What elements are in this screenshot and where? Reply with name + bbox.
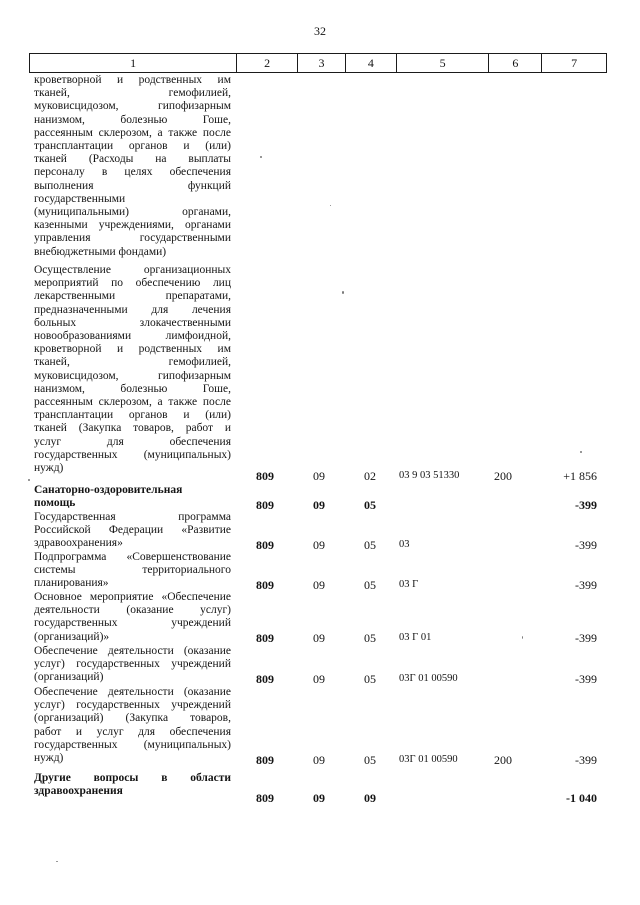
cell-code: 809: [256, 753, 274, 767]
scan-speck: [28, 479, 30, 481]
desc-line: Обеспечение деятельности (оказание: [34, 686, 231, 698]
scan-speck: [56, 861, 58, 862]
desc-line: Санаторно-оздоровительная: [34, 484, 183, 496]
row-description: [34, 772, 231, 798]
cell-amount: -399: [575, 538, 597, 552]
scan-speck: [330, 205, 331, 206]
desc-line: Обеспечение деятельности (оказание: [34, 645, 231, 657]
desc-line: муковисцидозом, гипофизарным: [34, 369, 231, 382]
desc-line: здравоохранения: [34, 785, 123, 798]
scan-speck: [580, 451, 582, 453]
row-description: [34, 511, 231, 551]
desc-line: трансплантации органов и (или): [34, 140, 231, 153]
row-description: [34, 74, 231, 259]
desc-line: трансплантации органов и (или): [34, 409, 231, 422]
header-col-5: 5: [396, 54, 489, 72]
desc-line: внебюджетными фондами): [34, 245, 167, 258]
desc-line: муковисцидозом, гипофизарным: [34, 100, 231, 113]
cell-amount: -399: [575, 753, 597, 767]
cell-code: 809: [256, 538, 274, 552]
cell-target-article: 03 Г: [399, 579, 419, 590]
desc-line: услуг для обеспечения: [34, 435, 231, 448]
header-col-2: 2: [236, 54, 297, 72]
cell-amount: -399: [575, 498, 597, 512]
table-header: [29, 53, 607, 73]
desc-line: управления государственными: [34, 232, 231, 245]
header-col-3: 3: [297, 54, 345, 72]
desc-line: Российской Федерации «Развитие: [34, 524, 231, 537]
cell-section: 09: [313, 469, 325, 483]
desc-line: (организаций): [34, 671, 104, 684]
desc-line: тканей (Закупка товаров, работ и: [34, 422, 231, 435]
desc-line: Осуществление организационных: [34, 264, 231, 276]
cell-code: 809: [256, 631, 274, 645]
header-col-4: 4: [345, 54, 396, 72]
cell-code: 809: [256, 791, 274, 805]
desc-line: нанизмом, болезнью Гоше,: [34, 382, 231, 395]
cell-amount: +1 856: [563, 469, 597, 483]
cell-code: 809: [256, 672, 274, 686]
desc-line: Подпрограмма «Совершенствование: [34, 551, 231, 563]
desc-line: Основное мероприятие «Обеспечение: [34, 591, 231, 603]
cell-subsection: 02: [364, 469, 376, 483]
cell-section: 09: [313, 538, 325, 552]
desc-line: тканей, гемофилией,: [34, 87, 231, 100]
cell-target-article: 03Г 01 00590: [399, 754, 458, 765]
desc-line: услуг) государственных учреждений: [34, 699, 231, 712]
row-description: [34, 686, 231, 765]
cell-subsection: 05: [364, 498, 376, 512]
desc-line: (организаций) (Закупка товаров,: [34, 712, 231, 725]
cell-code: 809: [256, 469, 274, 483]
desc-line: лекарственными препаратами,: [34, 290, 231, 303]
cell-amount: -399: [575, 631, 597, 645]
desc-line: системы территориального: [34, 564, 231, 577]
cell-target-article: 03Г 01 00590: [399, 673, 458, 684]
desc-line: персоналу в целях обеспечения: [34, 166, 231, 179]
desc-line: (муниципальными) органами,: [34, 206, 231, 219]
row-description: [34, 645, 231, 685]
desc-line: нужд): [34, 752, 64, 765]
cell-section: 09: [313, 753, 325, 767]
cell-section: 09: [313, 498, 325, 512]
header-col-1: 1: [130, 56, 137, 70]
cell-target-article: 03 Г 01: [399, 632, 432, 643]
desc-line: тканей, гемофилией,: [34, 356, 231, 369]
cell-subsection: 05: [364, 672, 376, 686]
row-description: [34, 591, 231, 644]
scan-speck: [260, 156, 262, 158]
desc-line: рассеянным склерозом, а также после: [34, 396, 231, 409]
cell-expense-type: 200: [494, 753, 512, 767]
cell-amount: -399: [575, 578, 597, 592]
desc-line: нанизмом, болезнью Гоше,: [34, 113, 231, 126]
row-description: [34, 551, 231, 591]
desc-line: государственных учреждений: [34, 617, 231, 630]
desc-line: кроветворной и родственных им: [34, 74, 231, 86]
cell-subsection: 05: [364, 578, 376, 592]
cell-code: 809: [256, 498, 274, 512]
desc-line: помощь: [34, 497, 76, 510]
cell-subsection: 09: [364, 791, 376, 805]
desc-line: услуг) государственных учреждений: [34, 658, 231, 671]
desc-line: выполнения функций: [34, 179, 231, 192]
desc-line: (организаций)»: [34, 630, 110, 643]
scan-speck: [342, 291, 344, 294]
desc-line: работ и услуг для обеспечения: [34, 725, 231, 738]
header-col-7: 7: [541, 54, 606, 72]
cell-amount: -399: [575, 672, 597, 686]
cell-target-article: 03 9 03 51330: [399, 470, 460, 481]
cell-expense-type: 200: [494, 469, 512, 483]
scan-speck: [522, 636, 523, 639]
cell-code: 809: [256, 578, 274, 592]
cell-section: 09: [313, 578, 325, 592]
desc-line: государственных (муниципальных): [34, 738, 231, 751]
cell-subsection: 05: [364, 753, 376, 767]
desc-line: государственных (муниципальных): [34, 448, 231, 461]
desc-line: мероприятий по обеспечению лиц: [34, 277, 231, 290]
desc-line: новообразованиями лимфоидной,: [34, 330, 231, 343]
row-description: [34, 264, 231, 475]
desc-line: предназначенными для лечения: [34, 303, 231, 316]
cell-section: 09: [313, 791, 325, 805]
desc-line: больных злокачественными: [34, 316, 231, 329]
cell-section: 09: [313, 631, 325, 645]
cell-subsection: 05: [364, 631, 376, 645]
desc-line: Другие вопросы в области: [34, 772, 231, 784]
cell-subsection: 05: [364, 538, 376, 552]
page-number: 32: [314, 24, 326, 38]
desc-line: деятельности (оказание услуг): [34, 604, 231, 617]
desc-line: кроветворной и родственных им: [34, 343, 231, 356]
desc-line: государственными: [34, 192, 126, 205]
cell-amount: -1 040: [566, 791, 597, 805]
row-description: [34, 484, 231, 510]
desc-line: нужд): [34, 462, 64, 475]
cell-target-article: 03: [399, 539, 410, 550]
desc-line: планирования»: [34, 577, 109, 590]
cell-section: 09: [313, 672, 325, 686]
desc-line: казенными учреждениями, органами: [34, 219, 231, 232]
header-col-6: 6: [488, 54, 541, 72]
desc-line: Государственная программа: [34, 511, 231, 523]
desc-line: здравоохранения»: [34, 537, 123, 550]
desc-line: тканей (Расходы на выплаты: [34, 153, 231, 166]
desc-line: рассеянным склерозом, а также после: [34, 126, 231, 139]
